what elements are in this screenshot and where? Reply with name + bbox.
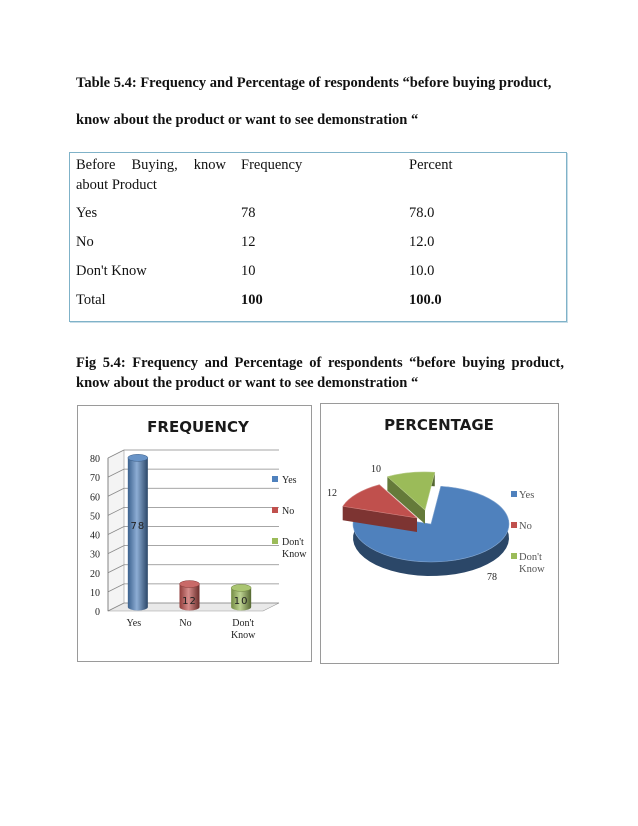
- bar-data-label-2: 10: [233, 596, 249, 607]
- bar-top-0: [128, 454, 148, 461]
- row-dontknow-frequency: 10: [241, 263, 256, 279]
- bar-data-label-1: 12: [182, 596, 197, 607]
- figure-caption-line1: Fig 5.4: Frequency and Percentage of respondents “before buying product,: [76, 355, 564, 371]
- legend-swatch-1: [511, 522, 517, 528]
- row-dontknow-label: Don't Know: [76, 263, 147, 279]
- figure-caption-line2: know about the product or want to see demonstration “: [76, 375, 419, 391]
- header-percent: Percent: [409, 157, 453, 173]
- y-tick-label-30: 30: [90, 549, 100, 561]
- legend-label-1-0: No: [519, 521, 532, 532]
- legend-swatch-0: [272, 476, 278, 482]
- y-tick-label-60: 60: [90, 492, 100, 504]
- y-tick-label-50: 50: [90, 511, 100, 523]
- x-tick-label-1-0: No: [179, 618, 192, 629]
- y-tick-label-10: 10: [90, 587, 100, 599]
- chart-title: PERCENTAGE: [384, 416, 494, 434]
- y-tick-label-40: 40: [90, 530, 100, 542]
- legend-label-0-0: Yes: [519, 490, 535, 501]
- row-total-percent: 100.0: [409, 292, 442, 308]
- bar-chart-svg: [78, 406, 311, 661]
- bar-top-1: [180, 581, 200, 588]
- bar-0: [128, 454, 148, 610]
- percentage-pie-chart: [320, 403, 559, 664]
- row-total-label: Total: [76, 292, 106, 308]
- header-before-buying-line2: about Product: [76, 177, 157, 193]
- table-caption-line1: Table 5.4: Frequency and Percentage of respondents “before buying product,: [76, 75, 552, 91]
- row-no-label: No: [76, 234, 94, 250]
- row-no-percent: 12.0: [409, 234, 435, 250]
- row-yes-frequency: 78: [241, 205, 256, 221]
- y-tick-label-20: 20: [90, 568, 100, 580]
- y-tick-label-80: 80: [90, 454, 100, 465]
- bar-data-label-0: 78: [130, 520, 146, 532]
- legend-label-1-0: No: [282, 506, 295, 517]
- y-tick-label-0: 0: [95, 607, 100, 618]
- row-total-frequency: 100: [241, 292, 263, 308]
- table-caption-line2: know about the product or want to see demonstration “: [76, 112, 419, 128]
- row-no-frequency: 12: [241, 234, 256, 250]
- legend-swatch-0: [511, 491, 517, 497]
- y-tick-label-70: 70: [90, 473, 100, 485]
- header-before-buying-line1: Before Buying, know: [76, 157, 226, 173]
- frequency-table: [69, 152, 567, 322]
- bar-top-2: [231, 584, 251, 591]
- legend-label-0-0: Yes: [282, 475, 297, 486]
- legend-swatch-2: [272, 538, 278, 544]
- pie-data-label-1: 12: [327, 488, 337, 499]
- row-dontknow-percent: 10.0: [409, 263, 435, 279]
- header-frequency: Frequency: [241, 157, 303, 173]
- legend-label-2-1: Know: [282, 549, 307, 560]
- pie-chart-svg: [321, 404, 558, 663]
- pie-data-label-0: 78: [487, 572, 497, 583]
- row-yes-percent: 78.0: [409, 205, 435, 221]
- bar-body-0: [128, 458, 148, 611]
- figure-caption: [76, 353, 564, 393]
- chart-title: FREQUENCY: [147, 418, 249, 436]
- x-tick-label-0-0: Yes: [126, 618, 142, 629]
- x-tick-label-2-1: Know: [230, 630, 256, 641]
- legend-label-2-0: Don't: [282, 537, 304, 548]
- legend-swatch-1: [272, 507, 278, 513]
- pie-data-label-2: 10: [371, 464, 381, 475]
- frequency-bar-chart: [77, 405, 312, 662]
- row-yes-label: Yes: [76, 205, 98, 221]
- x-tick-label-2-0: Don't: [232, 618, 255, 629]
- legend-swatch-2: [511, 553, 517, 559]
- legend-label-2-0: Don't: [519, 552, 542, 563]
- legend-label-2-1: Know: [519, 564, 545, 575]
